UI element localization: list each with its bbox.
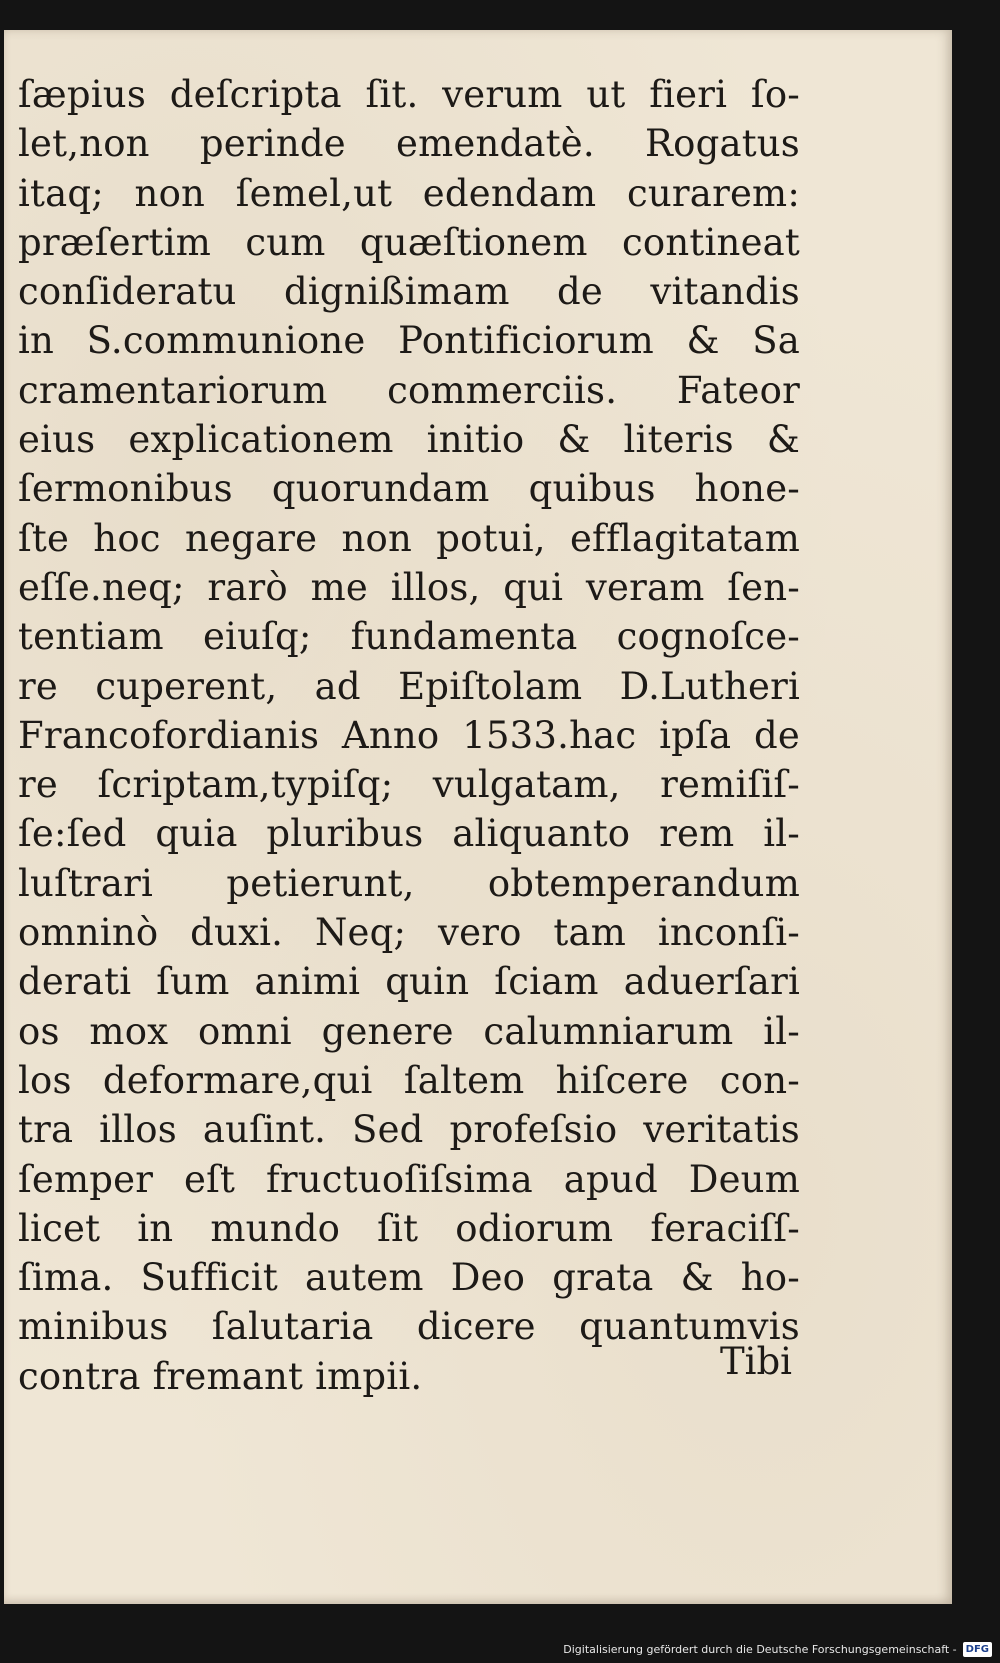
text-line: derati ſum animi quin ſciam aduerſari [18,960,800,1004]
text-line: luſtrari petierunt, obtemperandum [18,861,800,905]
text-line: cramentariorum commerciis. Fateor [18,368,800,412]
text-line: ſte hoc negare non potui, efflagitatam [18,516,800,560]
credit-text: Digitalisierung gefördert durch die Deutsche Forschungsgemeinschaft - [563,1642,957,1656]
text-line: tra illos auſint. Sed profeſsio veritatis [18,1108,800,1152]
text-line: eſſe.neq; rarò me illos, qui veram ſen- [18,565,800,609]
page-text [18,70,800,1401]
text-line: in S.communione Pontificiorum & Sa [18,319,800,363]
text-line: contra fremant impii. [18,1354,423,1398]
text-line: eius explicationem initio & literis & [18,418,800,462]
text-line: os mox omni genere calumniarum il- [18,1009,800,1053]
text-line: ſermonibus quorundam quibus hone- [18,467,800,511]
text-line: licet in mundo ſit odiorum feraciſſ- [18,1206,800,1250]
text-line: re cuperent, ad Epiſtolam D.Lutheri [18,664,800,708]
text-line: ſæpius deſcripta ſit. verum ut fieri ſo- [18,73,800,116]
text-line: Francofordianis Anno 1533.hac ipſa de [18,713,800,757]
text-line: conſideratu dignißimam de vitandis [18,270,800,314]
dfg-logo-icon: DFG [963,1642,992,1657]
text-line: los deformare,qui ſaltem hiſcere con- [18,1058,800,1102]
book-page [4,30,952,1604]
text-line: omninò duxi. Neq; vero tam inconſi- [18,911,800,955]
text-line: ſima. Sufficit autem Deo grata & ho- [18,1256,800,1300]
text-line: minibus ſalutaria dicere quantumvis [18,1305,800,1349]
text-line: tentiam eiuſq; fundamenta cognoſce- [18,615,800,659]
text-line: let,non perinde emendatè. Rogatus [18,122,800,166]
digitization-credit [563,1639,992,1659]
text-line: re ſcriptam,typiſq; vulgatam, remiſiſ- [18,763,800,807]
text-line: ſemper eſt fructuoſiſsima apud Deum [18,1157,800,1201]
catchword: Tibi [719,1340,792,1383]
text-line: itaq; non ſemel,ut edendam curarem: [18,171,800,215]
text-line: ſe:ſed quia pluribus aliquanto rem il- [18,812,800,856]
text-line: præſertim cum quæſtionem contineat [18,220,800,264]
